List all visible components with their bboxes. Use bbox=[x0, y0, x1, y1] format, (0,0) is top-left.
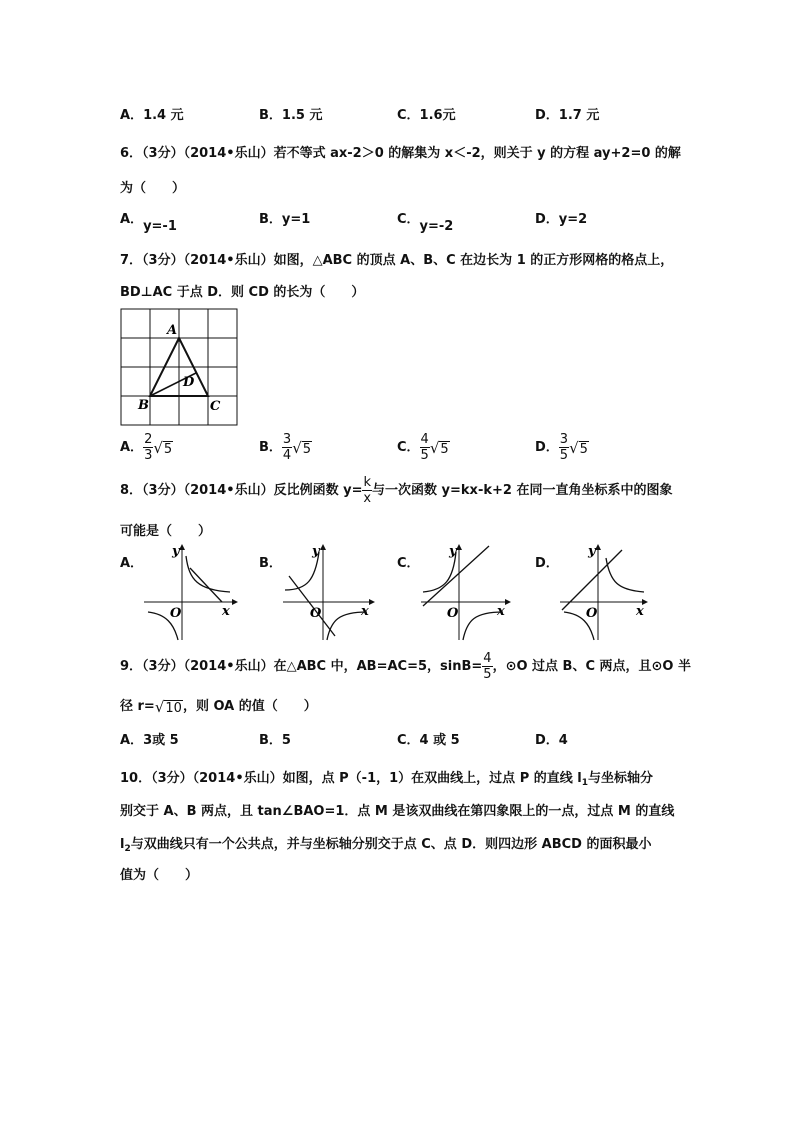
q9-option-b bbox=[259, 729, 291, 748]
label-d: D bbox=[183, 375, 195, 390]
y-axis-arrow bbox=[320, 544, 326, 550]
stem-text: 与双曲线只有一个公共点，并与坐标轴分别交于点 C、点 D．则四边形 ABCD 的面积最小 bbox=[130, 837, 652, 852]
q5-option-d bbox=[535, 104, 599, 123]
fraction bbox=[420, 433, 430, 462]
fraction bbox=[143, 433, 153, 462]
radicand: 5 bbox=[579, 441, 588, 457]
fraction bbox=[559, 433, 569, 462]
square-root: √5 bbox=[429, 438, 449, 457]
q5-option-a bbox=[120, 104, 184, 123]
q7-option-c bbox=[397, 433, 450, 462]
q6-option-a bbox=[120, 208, 177, 234]
q7-stem-line1: 7．（3分）（2014•乐山）如图，△ABC 的顶点 A、B、C 在边长为 1 的正方形网格的格点上， bbox=[120, 253, 674, 268]
square-root: √5 bbox=[292, 438, 312, 457]
option-letter: D． bbox=[535, 440, 559, 455]
numerator: 3 bbox=[559, 432, 569, 447]
subscript: 2 bbox=[124, 844, 131, 854]
label-a: A bbox=[167, 323, 178, 338]
x-axis-arrow bbox=[369, 599, 375, 605]
hyperbola-branch-1 bbox=[606, 558, 644, 592]
numerator: 4 bbox=[483, 651, 492, 666]
q7-grid-figure bbox=[118, 306, 242, 428]
q6-option-d bbox=[535, 208, 587, 227]
origin-label: O bbox=[586, 606, 598, 621]
numerator: 4 bbox=[420, 432, 429, 447]
option-letter: D． bbox=[535, 212, 559, 227]
label-c: C bbox=[210, 399, 221, 414]
q9-option-c bbox=[397, 729, 460, 748]
numerator: k bbox=[363, 475, 372, 490]
option-text: 5 bbox=[281, 733, 291, 748]
denominator: 5 bbox=[559, 448, 569, 463]
q6-option-b bbox=[259, 208, 310, 227]
subscript: 1 bbox=[581, 778, 588, 788]
q9-option-d bbox=[535, 729, 568, 748]
axis-y-label: y bbox=[588, 544, 596, 559]
option-text: 1.5 元 bbox=[281, 108, 323, 123]
stem-text: 径 r= bbox=[120, 699, 155, 714]
stem-text: 9．（3分）（2014•乐山）在△ABC 中，AB=AC=5，sinB= bbox=[120, 659, 483, 674]
q10-stem-line3 bbox=[120, 833, 651, 854]
q8-option-c-letter: C． bbox=[397, 556, 420, 571]
stem-text: 与坐标轴分 bbox=[588, 771, 654, 786]
option-letter: A． bbox=[120, 440, 144, 455]
q7-stem-line2: BD⊥AC 于点 D．则 CD 的长为（ ） bbox=[120, 285, 365, 300]
linear-line bbox=[562, 550, 622, 610]
radicand: 10 bbox=[165, 700, 182, 716]
q7-option-b bbox=[259, 433, 312, 462]
label-b: B bbox=[138, 398, 149, 413]
stem-text: 10．（3分）（2014•乐山）如图，点 P（-1，1）在双曲线上，过点 P 的直线 l bbox=[120, 771, 582, 786]
stem-text: 与一次函数 y=kx-k+2 在同一直角坐标系中的图象 bbox=[372, 483, 673, 498]
option-letter: D． bbox=[535, 108, 559, 123]
option-text: y=-1 bbox=[143, 219, 177, 234]
q5-option-b bbox=[259, 104, 322, 123]
linear-line bbox=[190, 568, 222, 602]
option-letter: B． bbox=[259, 440, 282, 455]
q9-option-a bbox=[120, 729, 179, 748]
axis-x-label: x bbox=[636, 604, 644, 619]
option-letter: B． bbox=[259, 212, 282, 227]
square-root: √10 bbox=[154, 697, 182, 716]
x-axis-arrow bbox=[232, 599, 238, 605]
stem-text: 8．（3分）（2014•乐山）反比例函数 y= bbox=[120, 483, 363, 498]
option-text: y=2 bbox=[558, 212, 588, 227]
y-axis-arrow bbox=[179, 544, 185, 550]
numerator: 2 bbox=[144, 432, 153, 447]
axis-y-label: y bbox=[449, 544, 457, 559]
option-letter: C． bbox=[397, 440, 420, 455]
q8-option-a-letter: A． bbox=[120, 556, 144, 571]
q6-stem-line2: 为（ ） bbox=[120, 181, 186, 196]
radicand: 5 bbox=[440, 441, 449, 457]
q8-graph-c bbox=[417, 540, 517, 644]
option-letter: C． bbox=[397, 212, 420, 227]
square-root: √5 bbox=[569, 438, 588, 457]
q10-stem-line1 bbox=[120, 767, 653, 788]
q8-stem-line2: 可能是（ ） bbox=[120, 524, 212, 539]
option-text: 4 或 5 bbox=[419, 733, 460, 748]
option-letter: C． bbox=[397, 733, 420, 748]
axis-x-label: x bbox=[222, 604, 230, 619]
q10-stem-line2: 别交于 A、B 两点，且 tan∠BAO=1．点 M 是该双曲线在第四象限上的一点，过点 M 的直线 bbox=[120, 804, 675, 819]
stem-text: ，则 OA 的值（ ） bbox=[182, 699, 317, 714]
origin-label: O bbox=[170, 606, 182, 621]
numerator: 3 bbox=[282, 432, 292, 447]
fraction-4-over-5 bbox=[482, 652, 492, 681]
q8-graph-a bbox=[140, 540, 240, 644]
q5-option-c bbox=[397, 104, 456, 123]
radicand: 5 bbox=[163, 441, 173, 457]
q7-option-a bbox=[120, 433, 173, 462]
fraction-k-over-x bbox=[362, 476, 372, 505]
q8-stem-line1 bbox=[120, 476, 672, 505]
denominator: x bbox=[363, 491, 372, 506]
axis-y-label: y bbox=[172, 544, 180, 559]
q8-option-b-letter: B． bbox=[259, 556, 282, 571]
y-axis-arrow bbox=[456, 544, 462, 550]
option-letter: C． bbox=[397, 108, 420, 123]
denominator: 4 bbox=[282, 448, 292, 463]
option-text: y=1 bbox=[281, 212, 311, 227]
option-text: 1.4 元 bbox=[143, 108, 184, 123]
option-letter: B． bbox=[259, 108, 282, 123]
q6-stem-line1: 6．（3分）（2014•乐山）若不等式 ax-2＞0 的解集为 x＜-2，则关于 y 的方程 ay+2=0 的解 bbox=[120, 146, 681, 161]
q7-option-d bbox=[535, 433, 589, 462]
origin-label: O bbox=[310, 606, 322, 621]
option-letter: A． bbox=[120, 212, 144, 227]
q8-graph-b bbox=[279, 540, 379, 644]
origin-label: O bbox=[447, 606, 459, 621]
option-text: 1.7 元 bbox=[558, 108, 600, 123]
axis-y-label: y bbox=[312, 544, 320, 559]
axis-x-label: x bbox=[361, 604, 369, 619]
denominator: 5 bbox=[420, 448, 429, 463]
stem-text: ，⊙O 过点 B、C 两点，且⊙O 半 bbox=[492, 659, 692, 674]
q10-stem-line4: 值为（ ） bbox=[120, 868, 199, 883]
y-axis-arrow bbox=[595, 544, 601, 550]
option-letter: A． bbox=[120, 108, 144, 123]
q8-option-d-letter: D． bbox=[535, 556, 559, 571]
denominator: 3 bbox=[144, 448, 153, 463]
q6-option-c bbox=[397, 208, 454, 234]
q9-stem-line2 bbox=[120, 695, 317, 716]
x-axis-arrow bbox=[505, 599, 511, 605]
option-text: 3或 5 bbox=[143, 733, 179, 748]
axis-x-label: x bbox=[497, 604, 505, 619]
stem-text: l bbox=[120, 837, 125, 852]
option-text: y=-2 bbox=[419, 219, 454, 234]
square-root: √5 bbox=[153, 438, 173, 457]
fraction bbox=[282, 433, 292, 462]
denominator: 5 bbox=[483, 667, 492, 682]
option-letter: A． bbox=[120, 733, 144, 748]
option-text: 4 bbox=[558, 733, 568, 748]
option-letter: B． bbox=[259, 733, 282, 748]
q9-stem-line1 bbox=[120, 652, 691, 681]
option-text: 1.6元 bbox=[419, 108, 456, 123]
radicand: 5 bbox=[302, 441, 312, 457]
option-letter: D． bbox=[535, 733, 559, 748]
linear-line bbox=[289, 576, 335, 636]
q8-graph-d bbox=[556, 540, 656, 644]
